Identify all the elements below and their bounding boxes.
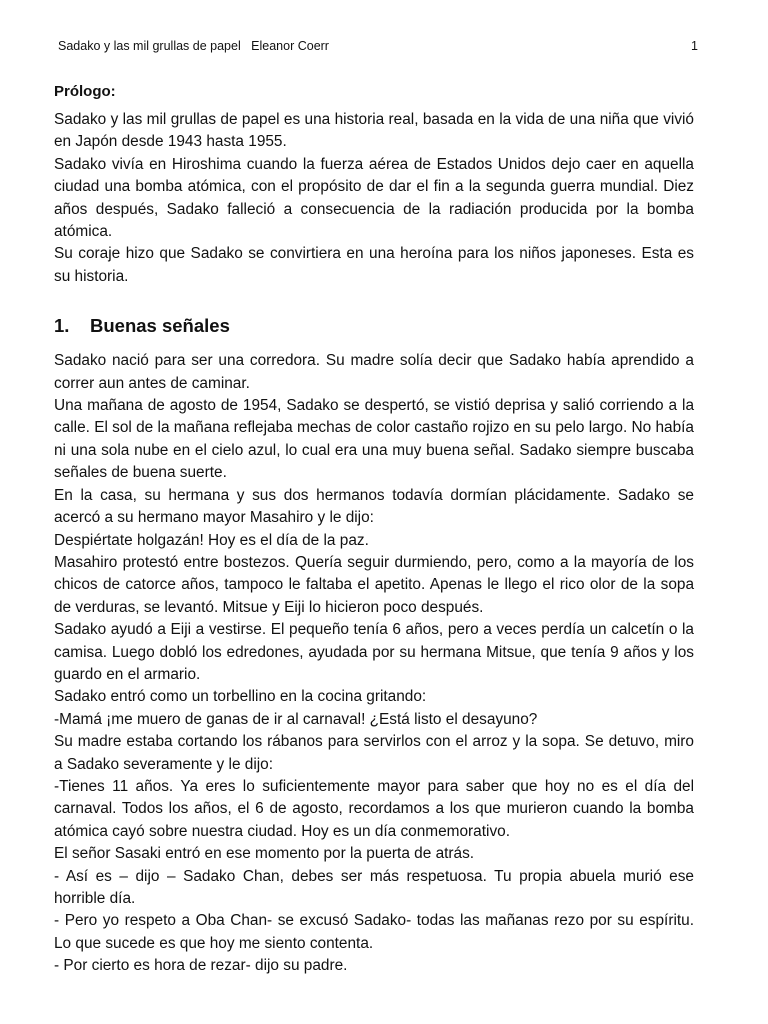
paragraph: Sadako ayudó a Eiji a vestirse. El pequeño tenía 6 años, pero a veces perdía un calcetín o la camisa. Luego dobló los edredones, ayudada por su hermana Mitsue, que tenía 9 años y los guardo en el armario. (54, 621, 694, 683)
paragraph: Su coraje hizo que Sadako se convirtiera en una heroína para los niños japoneses. Esta es su historia. (54, 245, 694, 285)
paragraph: El señor Sasaki entró en ese momento por la puerta de atrás. (54, 845, 475, 863)
prologue-heading: Prólogo: (54, 83, 116, 100)
chapter-heading (54, 314, 694, 338)
paragraph: -Mamá ¡me muero de ganas de ir al carnaval! ¿Está listo el desayuno? (54, 710, 538, 728)
paragraph: -Tienes 11 años. Ya eres lo suficientemente mayor para saber que hoy no es el día del carnaval. Todos los años, el 6 de agosto, recordamos a los que murieron cuando la bomba atómica cayó sobre nuestra ciudad. Hoy es un día conmemorativo. (54, 777, 694, 840)
paragraph: Sadako entró como un torbellino en la cocina gritando: (54, 688, 427, 706)
paragraph: Sadako vivía en Hiroshima cuando la fuerza aérea de Estados Unidos dejo caer en aquella ciudad una bomba atómica, con el propósito de dar el fin a la segunda guerra mundial. Diez años después, Sadako falleció a consecuencia de la radiación producida por la bomba atómica. (54, 155, 694, 241)
paragraph: Una mañana de agosto de 1954, Sadako se despertó, se vistió deprisa y salió corriendo a la calle. El sol de la mañana reflejaba mechas de color castaño rojizo en su pelo largo. No había ni una sola nube en el cielo azul, lo cual era una muy buena señal. Sadako siempre buscaba señales de buena suerte. (54, 397, 694, 482)
paragraph: - Pero yo respeto a Oba Chan- se excusó Sadako- todas las mañanas rezo por su espíritu. Lo que sucede es que hoy me siento contenta. (54, 912, 694, 952)
chapter-title: Buenas señales (90, 315, 230, 337)
paragraph: En la casa, su hermana y sus dos hermanos todavía dormían plácidamente. Sadako se acercó a su hermano mayor Masahiro y le dijo: (54, 486, 694, 527)
document-body (54, 82, 694, 978)
paragraph: Sadako nació para ser una corredora. Su madre solía decir que Sadako había aprendido a correr aun antes de caminar. (54, 352, 694, 392)
paragraph: Su madre estaba cortando los rábanos para servirlos con el arroz y la sopa. Se detuvo, miro a Sadako severamente y le dijo: (54, 733, 694, 773)
paragraph: Masahiro protestó entre bostezos. Quería seguir durmiendo, pero, como a la mayoría de los chicos de catorce años, tampoco le faltaba el apetito. Apenas le llego el rico olor de la sopa de verduras, se levantó. Mitsue y Eiji lo hicieron poco después. (54, 553, 694, 616)
paragraph: - Por cierto es hora de rezar- dijo su padre. (54, 957, 348, 975)
page-number: 1 (691, 39, 698, 53)
paragraph: - Así es – dijo – Sadako Chan, debes ser más respetuosa. Tu propia abuela murió ese horrible día. (54, 867, 694, 907)
header-title: Sadako y las mil grullas de papel Eleanor Coerr (58, 39, 329, 53)
chapter-number: 1. (54, 315, 70, 337)
paragraph: Despiértate holgazán! Hoy es el día de la paz. (54, 531, 369, 549)
paragraph: Sadako y las mil grullas de papel es una historia real, basada en la vida de una niña que vivió en Japón desde 1943 hasta 1955. (54, 111, 694, 151)
